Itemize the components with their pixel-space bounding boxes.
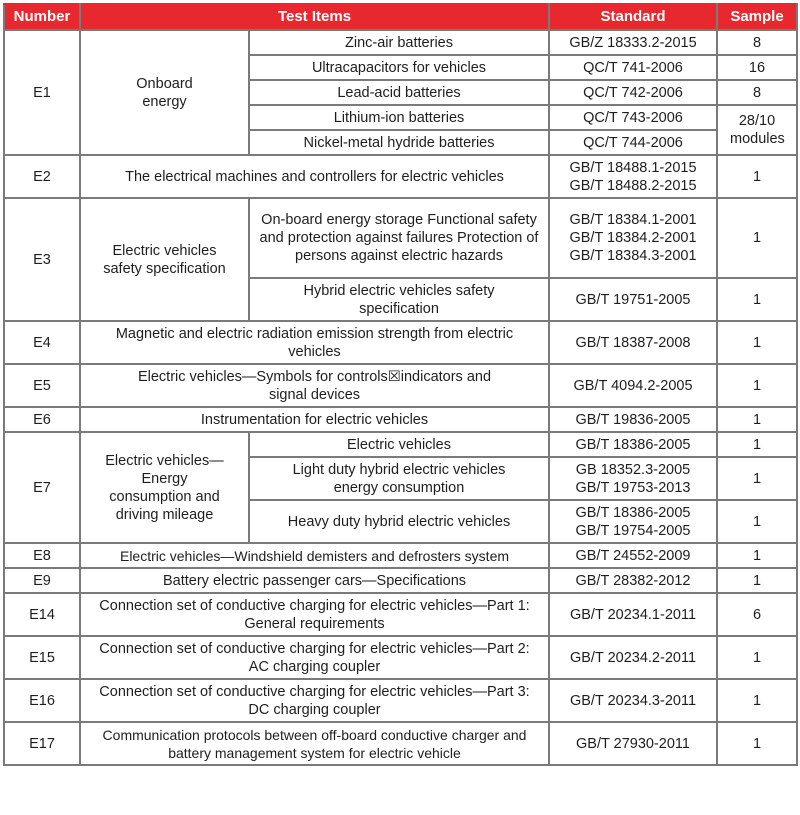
table-row (4, 722, 797, 765)
standard: QC/T 743-2006 (549, 105, 717, 130)
header-sample: Sample (717, 4, 797, 30)
header-test-items: Test Items (80, 4, 549, 30)
sample: 1 (717, 500, 797, 543)
standard-line: GB/T 18386-2005 (575, 504, 691, 521)
row-number: E17 (4, 722, 80, 765)
standard: GB/T 18386-2005 (549, 432, 717, 457)
test-item: Battery electric passenger cars—Specifications (80, 568, 549, 593)
standard (549, 198, 717, 278)
table-row (4, 593, 797, 636)
table-row (4, 568, 797, 593)
test-item: Connection set of conductive charging for electric vehicles—Part 3: DC charging coupler (80, 679, 549, 722)
sample: 6 (717, 593, 797, 636)
standard: GB/T 4094.2-2005 (549, 364, 717, 407)
test-item: Electric vehicles—Windshield demisters and defrosters system (80, 543, 549, 568)
test-item: Light duty hybrid electric vehicles energy consumption (249, 457, 549, 500)
table-row (4, 321, 797, 364)
group-label: Electric vehicles safety specification (80, 198, 249, 321)
standard: GB/T 19751-2005 (549, 278, 717, 321)
row-number: E15 (4, 636, 80, 679)
row-number: E7 (4, 432, 80, 543)
test-item: Nickel-metal hydride batteries (249, 130, 549, 155)
sample: 1 (717, 636, 797, 679)
test-item: Connection set of conductive charging for electric vehicles—Part 2: AC charging coupler (80, 636, 549, 679)
standard-line: GB/T 18488.2-2015 (569, 177, 697, 194)
test-item: On-board energy storage Functional safety and protection against failures Protection of persons against electric hazards (249, 198, 549, 278)
table-row (4, 198, 797, 278)
standard: QC/T 744-2006 (549, 130, 717, 155)
sample: 1 (717, 457, 797, 500)
sample: 1 (717, 679, 797, 722)
standard (549, 500, 717, 543)
standard-line: GB/T 19753-2013 (575, 479, 691, 496)
standard: GB/T 24552-2009 (549, 543, 717, 568)
sample: 1 (717, 364, 797, 407)
test-item: Communication protocols between off-board conductive charger and battery management system for electric vehicle (80, 722, 549, 765)
standard-line: GB/T 18384.3-2001 (569, 248, 697, 264)
sample: 1 (717, 407, 797, 432)
table-row (4, 364, 797, 407)
standard: QC/T 742-2006 (549, 80, 717, 105)
standard: GB/Z 18333.2-2015 (549, 30, 717, 55)
standard-line: GB/T 18488.1-2015 (569, 159, 697, 176)
row-number: E9 (4, 568, 80, 593)
standard: GB/T 27930-2011 (549, 722, 717, 765)
row-number: E1 (4, 30, 80, 155)
test-item: Electric vehicles (249, 432, 549, 457)
sample: 1 (717, 155, 797, 198)
table-row (4, 432, 797, 457)
test-item: Heavy duty hybrid electric vehicles (249, 500, 549, 543)
standard-line: GB/T 18384.1-2001 (569, 212, 697, 228)
sample: 1 (717, 198, 797, 278)
sample: 8 (717, 80, 797, 105)
table-row (4, 679, 797, 722)
standard-line: GB/T 19754-2005 (575, 522, 691, 539)
sample: 1 (717, 321, 797, 364)
test-item: The electrical machines and controllers for electric vehicles (80, 155, 549, 198)
row-number: E3 (4, 198, 80, 321)
test-item: Zinc-air batteries (249, 30, 549, 55)
test-item: Connection set of conductive charging for electric vehicles—Part 1: General requirements (80, 593, 549, 636)
group-label: Electric vehicles—Energy consumption and driving mileage (80, 432, 249, 543)
test-item: Lead-acid batteries (249, 80, 549, 105)
header-number: Number (4, 4, 80, 30)
test-item: Hybrid electric vehicles safety specification (249, 278, 549, 321)
test-item: Ultracapacitors for vehicles (249, 55, 549, 80)
sample: 16 (717, 55, 797, 80)
table-row (4, 155, 797, 198)
row-number: E4 (4, 321, 80, 364)
row-number: E5 (4, 364, 80, 407)
test-item: Magnetic and electric radiation emission strength from electric vehicles (80, 321, 549, 364)
standard (549, 155, 717, 198)
sample: 8 (717, 30, 797, 55)
group-label: Onboard energy (80, 30, 249, 155)
header-standard: Standard (549, 4, 717, 30)
test-item: Lithium-ion batteries (249, 105, 549, 130)
standard: GB/T 20234.3-2011 (549, 679, 717, 722)
standard: QC/T 741-2006 (549, 55, 717, 80)
standard: GB/T 19836-2005 (549, 407, 717, 432)
sample: 1 (717, 432, 797, 457)
sample: 28/10 modules (717, 105, 797, 155)
standard-line: GB 18352.3-2005 (575, 461, 691, 478)
row-number: E6 (4, 407, 80, 432)
table-row (4, 636, 797, 679)
sample: 1 (717, 278, 797, 321)
sample: 1 (717, 722, 797, 765)
row-number: E2 (4, 155, 80, 198)
standards-table (3, 3, 798, 766)
standard: GB/T 20234.1-2011 (549, 593, 717, 636)
standard: GB/T 18387-2008 (549, 321, 717, 364)
sample: 1 (717, 543, 797, 568)
standard-line: GB/T 18384.2-2001 (569, 230, 697, 246)
table-row (4, 407, 797, 432)
test-item: Instrumentation for electric vehicles (80, 407, 549, 432)
table-row (4, 543, 797, 568)
row-number: E14 (4, 593, 80, 636)
table-row (4, 30, 797, 55)
row-number: E8 (4, 543, 80, 568)
row-number: E16 (4, 679, 80, 722)
standard: GB/T 28382-2012 (549, 568, 717, 593)
header-row (4, 4, 797, 30)
sample: 1 (717, 568, 797, 593)
standard (549, 457, 717, 500)
test-item: Electric vehicles—Symbols for controls☒indicators and signal devices (80, 364, 549, 407)
standard: GB/T 20234.2-2011 (549, 636, 717, 679)
